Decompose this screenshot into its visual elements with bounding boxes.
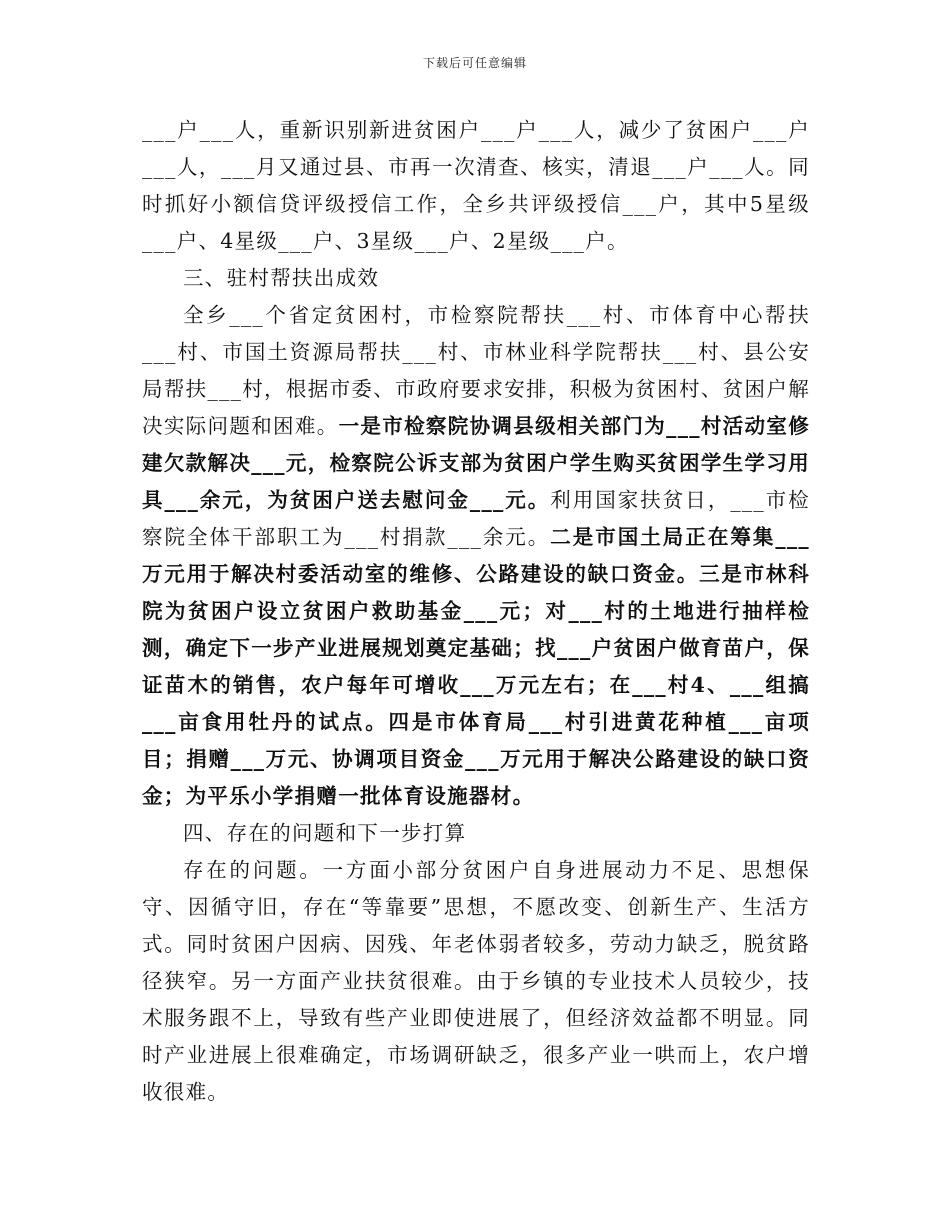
paragraph-existing-problems <box>142 852 810 1111</box>
document-body <box>142 112 810 1111</box>
heading-text: 三、驻村帮扶出成效 <box>183 266 380 290</box>
paragraph-village-assistance <box>142 297 810 815</box>
text-run: 利用国家扶贫日，___市检察院全体干部职工为___村捐款___余元。 <box>142 488 810 549</box>
text-run-bold: 二是市国土局正在筹集___万元用于解决村委活动室的维修、公路建设的缺口资金。三是市林科院为贫困户设立贫困户救助基金___元；对___村的土地进行抽样检测，确定下一步产业进展规划奠定基础；找___户贫困户做育苗户，保证苗木的销售，农户每年可增收___万元左右；在___村4、___组搞___亩食用牡丹的试点。四是市体育局___村引进黄花种植___亩项目；捐赠___万元、协调项目资金___万元用于解决公路建设的缺口资金；为平乐小学捐赠一批体育设施器材。 <box>142 525 810 808</box>
page-header: 下载后可任意编辑 <box>422 56 527 70</box>
heading-text: 四、存在的问题和下一步打算 <box>183 821 467 845</box>
section-heading-4 <box>142 815 810 852</box>
text-run-bold: 一是市检察院协调县级相关部门为___村活动室修建欠款解决___元，检察院公诉支部为贫困户学生购买贫困学生学习用具___余元，为贫困户送去慰问金___元。 <box>142 414 810 512</box>
text-run: 存在的问题。一方面小部分贫困户自身进展动力不足、思想保守、因循守旧，存在“等靠要”思想，不愿改变、创新生产、生活方式。同时贫困户因病、因残、年老体弱者较多，劳动力缺乏，脱贫路径狭窄。另一方面产业扶贫很难。由于乡镇的专业技术人员较少，技术服务跟不上，导致有些产业即使进展了，但经济效益都不明显。同时产业进展上很难确定，市场调研缺乏，很多产业一哄而上，农户增收很难。 <box>142 858 810 1104</box>
text-run: 全乡___个省定贫困村，市检察院帮扶___村、市体育中心帮扶___村、市国土资源局帮扶___村、市林业科学院帮扶___村、县公安局帮扶___村，根据市委、市政府要求安排，积极为贫困村、贫困户解决实际问题和困难。 <box>142 303 810 438</box>
paragraph-poverty-identification <box>142 112 810 260</box>
section-heading-3 <box>142 260 810 297</box>
text-run: ___户___人，重新识别新进贫困户___户___人，减少了贫困户___户___人，___月又通过县、市再一次清查、核实，清退___户___人。同时抓好小额信贷评级授信工作，全乡共评级授信___户，其中5星级___户、4星级___户、3星级___户、2星级___户。 <box>142 118 810 253</box>
